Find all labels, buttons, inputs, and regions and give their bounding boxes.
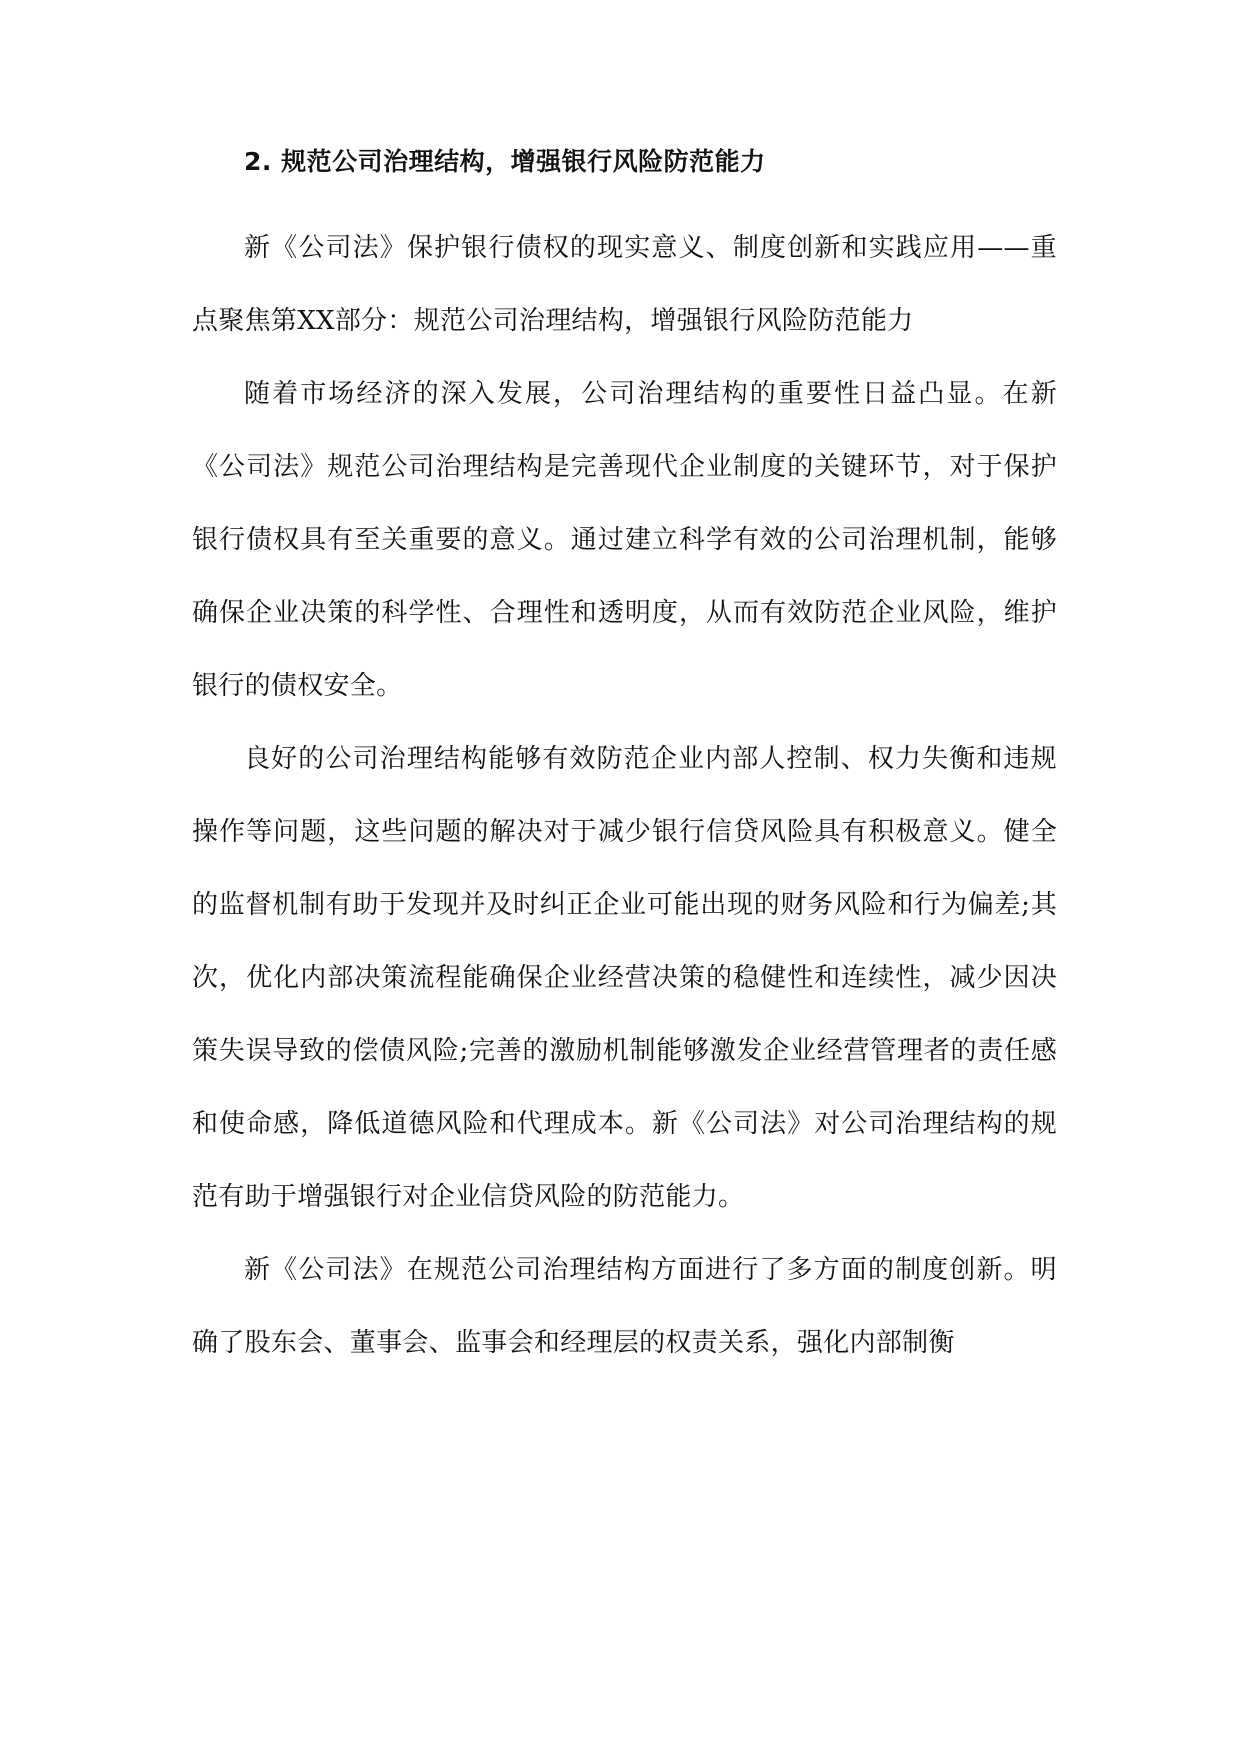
document-body — [192, 142, 1057, 1380]
paragraph-institutional-innovation: 新《公司法》在规范公司治理结构方面进行了多方面的制度创新。明确了股东会、董事会、监事会和经理层的权责关系，强化内部制衡 — [192, 1255, 1057, 1358]
paragraph-introduction: 随着市场经济的深入发展，公司治理结构的重要性日益凸显。在新《公司法》规范公司治理结构是完善现代企业制度的关键环节，对于保护银行债权具有至关重要的意义。通过建立科学有效的公司治理机制，能够确保企业决策的科学性、合理性和透明度，从而有效防范企业风险，维护银行的债权安全。 — [192, 379, 1057, 701]
paragraph-governance-benefits: 良好的公司治理结构能够有效防范企业内部人控制、权力失衡和违规操作等问题，这些问题的解决对于减少银行信贷风险具有积极意义。健全的监督机制有助于发现并及时纠正企业可能出现的财务风险和行为偏差;其次，优化内部决策流程能确保企业经营决策的稳健性和连续性，减少因决策失误导致的偿债风险;完善的激励机制能够激发企业经营管理者的责任感和使命感，降低道德风险和代理成本。新《公司法》对公司治理结构的规范有助于增强银行对企业信贷风险的防范能力。 — [192, 744, 1057, 1212]
paragraph-subtitle: 新《公司法》保护银行债权的现实意义、制度创新和实践应用——重点聚焦第XX部分：规范公司治理结构，增强银行风险防范能力 — [192, 233, 1057, 336]
section-heading: 2. 规范公司治理结构，增强银行风险防范能力 — [244, 147, 766, 176]
